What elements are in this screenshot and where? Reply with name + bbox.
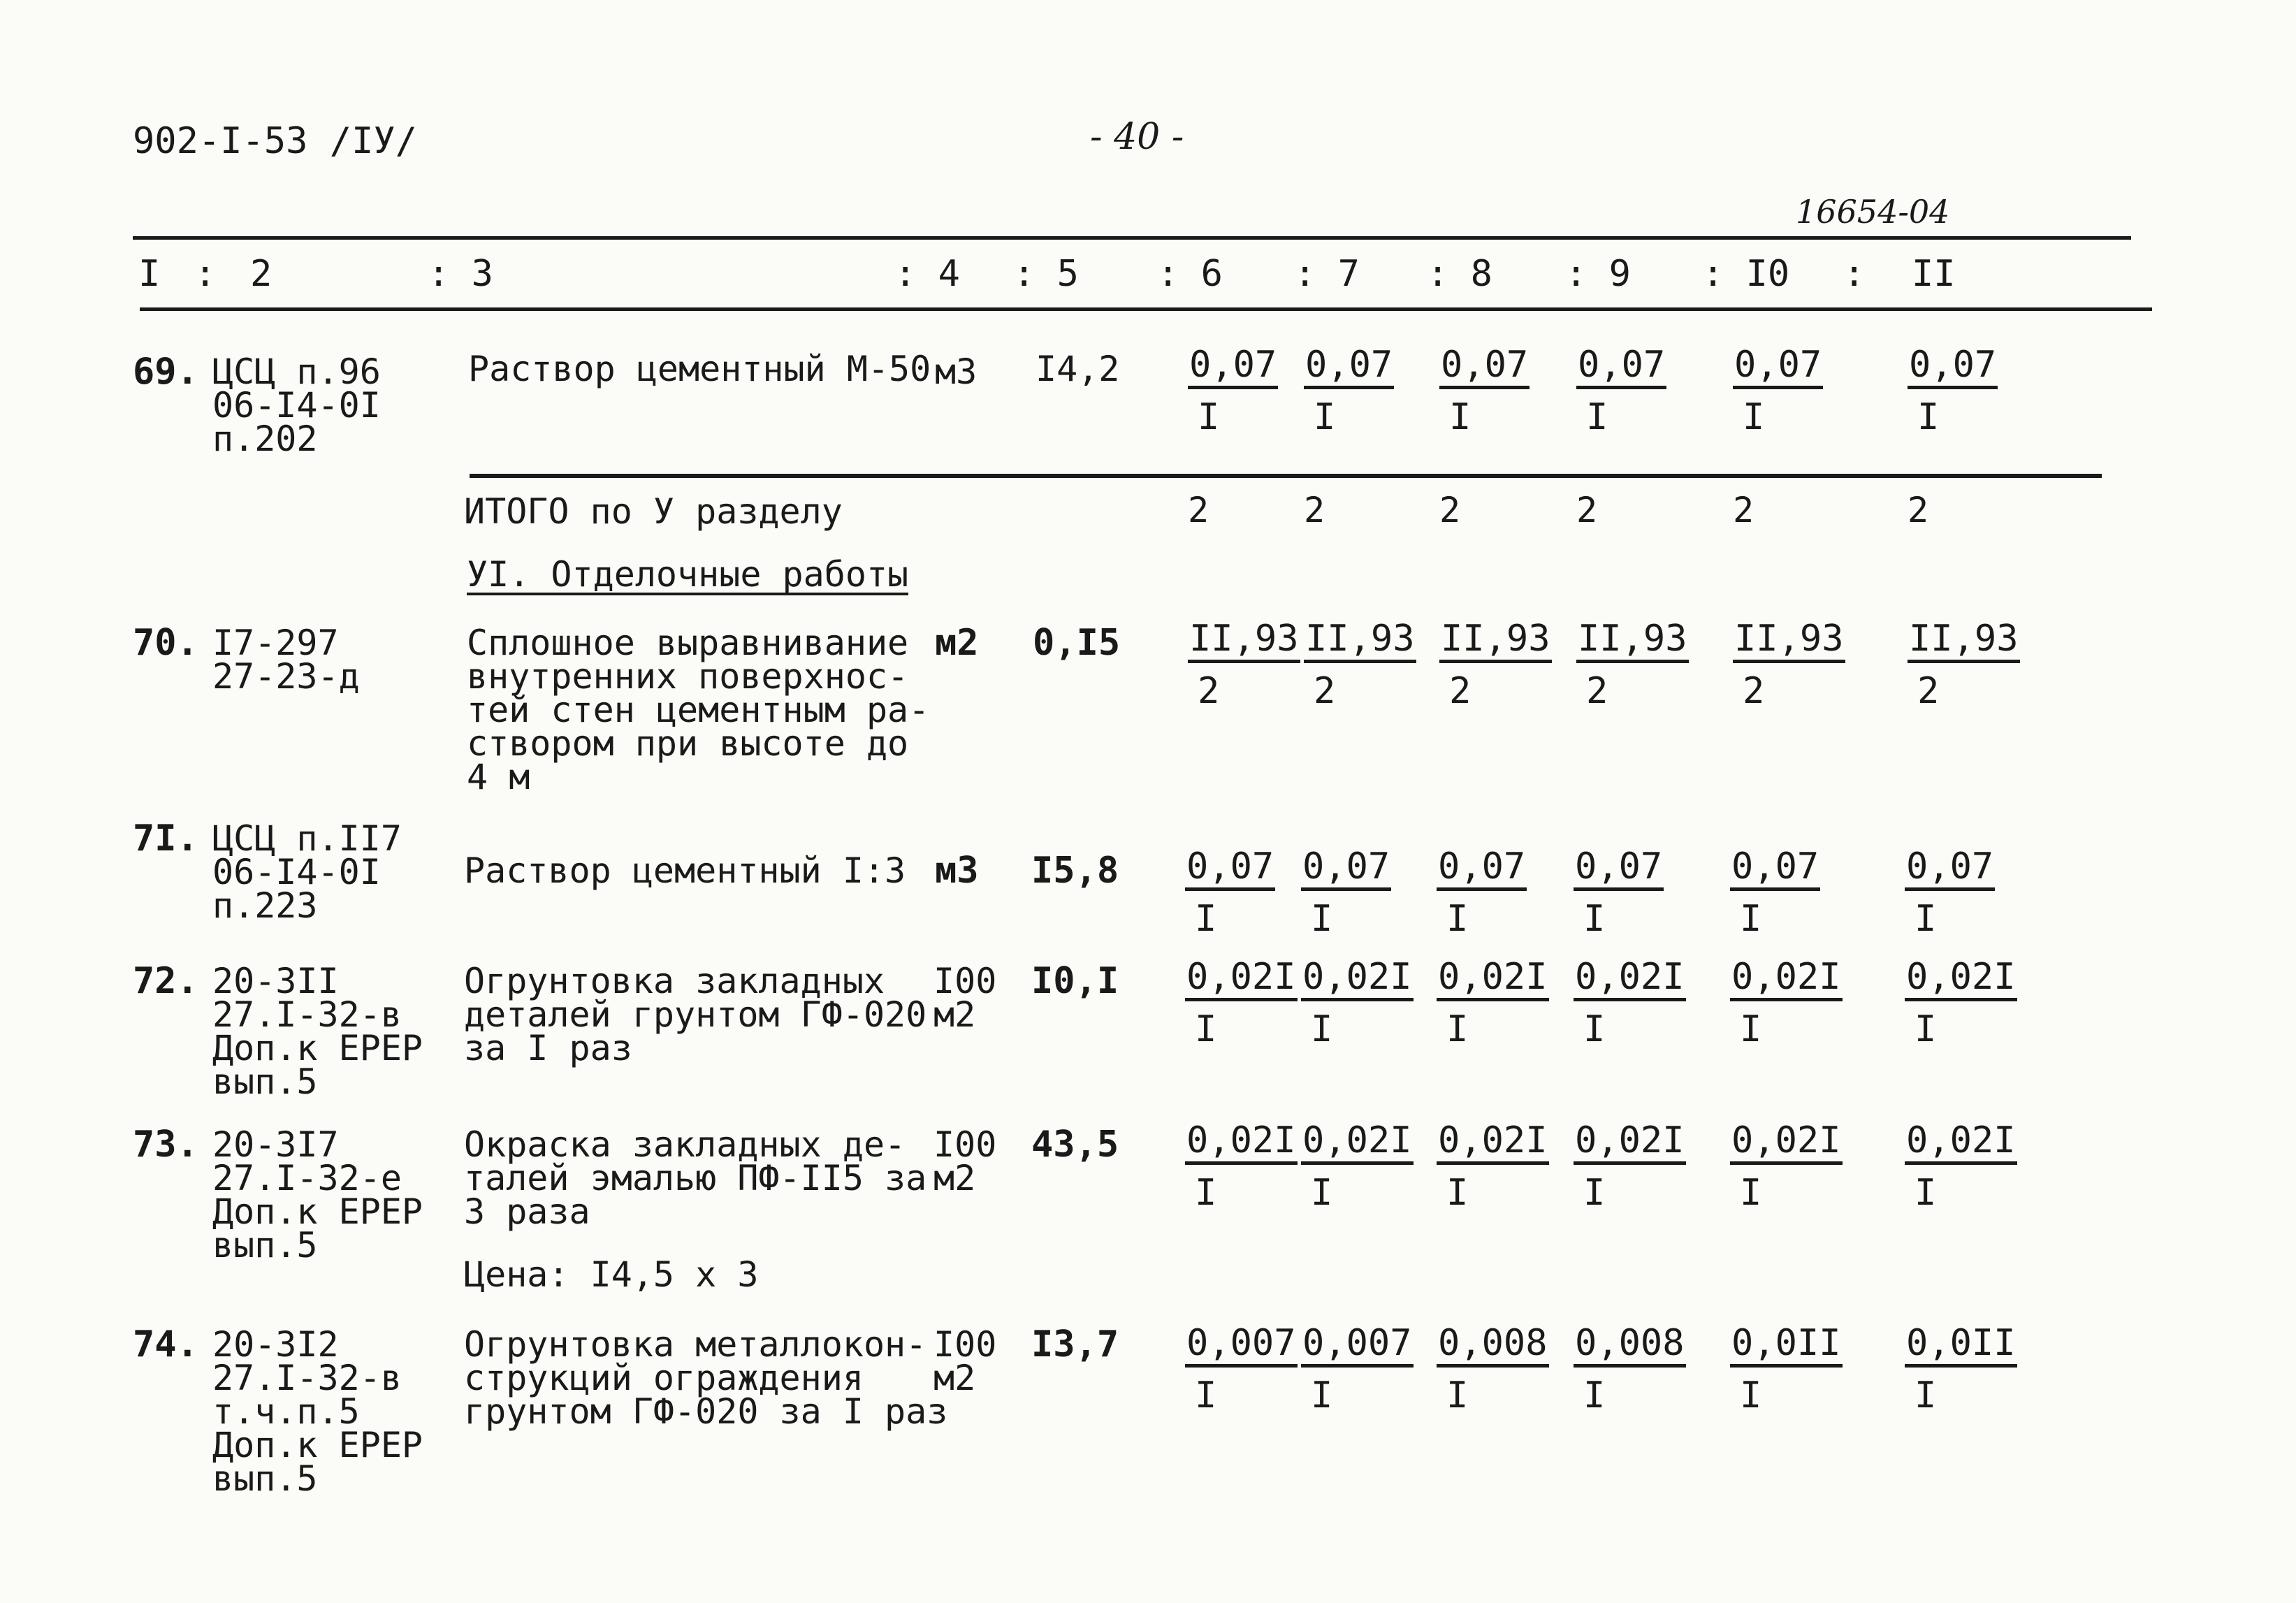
row-reference: 20-3I2 27.I-32-в т.ч.п.5 Доп.к ЕРЕР вып.5 (212, 1324, 423, 1499)
header-top-rule (133, 236, 2131, 240)
value-cell: $\frac{0,07}{I}$ (1441, 344, 1529, 438)
row-number: 7I. (133, 818, 198, 859)
row-number: 74. (133, 1323, 198, 1365)
page-number: - 40 - (1090, 116, 1184, 158)
col-8-header: : 8 (1427, 253, 1492, 295)
section-title: УI. Отделочные работы (467, 554, 909, 595)
total-value: 2 (1576, 490, 1598, 530)
value-cell: $\frac{0,02I}{I}$ (1731, 1119, 1841, 1214)
row-price: I3,7 (1031, 1323, 1119, 1365)
row-unit: I00 м2 (933, 1324, 997, 1398)
value-cell: $\frac{0,02I}{I}$ (1302, 1119, 1412, 1214)
row-price: I4,2 (1036, 349, 1120, 389)
value-cell: $\frac{0,02I}{I}$ (1438, 1119, 1548, 1214)
value-cell: $\frac{0,02I}{I}$ (1575, 1119, 1685, 1214)
value-cell: $\frac{0,07}{I}$ (1575, 846, 1663, 940)
value-cell: $\frac{0,02I}{I}$ (1575, 956, 1685, 1050)
value-cell: $\frac{0,02I}{I}$ (1906, 956, 2016, 1050)
row-unit: м2 (935, 622, 979, 664)
value-cell: $\frac{0,02I}{I}$ (1186, 956, 1296, 1050)
col-9-header: : 9 (1565, 253, 1631, 295)
row-number: 72. (133, 960, 198, 1002)
value-cell: $\frac{0,02I}{I}$ (1906, 1119, 2016, 1214)
value-cell: $\frac{II,93}{2}$ (1734, 618, 1844, 712)
row-description: Раствор цементный I:3 (464, 850, 906, 891)
value-cell: $\frac{0,0II}{I}$ (1906, 1322, 2016, 1416)
total-value: 2 (1304, 490, 1325, 530)
row-number: 70. (133, 622, 198, 664)
row-price: I5,8 (1031, 850, 1119, 892)
col-7-header: : 7 (1294, 253, 1360, 295)
value-cell: $\frac{0,07}{I}$ (1189, 344, 1277, 438)
value-cell: $\frac{II,93}{2}$ (1189, 618, 1299, 712)
header-bottom-rule (140, 307, 2152, 311)
value-cell: $\frac{0,02I}{I}$ (1731, 956, 1841, 1050)
total-value: 2 (1733, 490, 1754, 530)
row-unit: I00 м2 (933, 961, 997, 1035)
row-description: Раствор цементный М-50 (468, 349, 931, 389)
col-sep: : (1843, 253, 1866, 295)
row-reference: ЦСЦ п.II7 06-I4-0I п.223 (212, 818, 402, 926)
row-description: Огрунтовка закладных деталей грунтом ГФ-020 за I раз (464, 961, 927, 1068)
row-description: Окраска закладных де- талей эмалью ПФ-II5 за 3 раза (464, 1124, 927, 1232)
total-label: ИТОГО по У разделу (464, 491, 843, 532)
total-rule (470, 474, 2102, 478)
value-cell: $\frac{0,007}{I}$ (1302, 1322, 1412, 1416)
row-number: 69. (133, 351, 198, 393)
row-reference: 20-3I7 27.I-32-е Доп.к ЕРЕР вып.5 (212, 1124, 423, 1265)
value-cell: $\frac{0,0II}{I}$ (1731, 1322, 1841, 1416)
row-price: 43,5 (1031, 1124, 1119, 1166)
value-cell: $\frac{0,07}{I}$ (1909, 344, 1997, 438)
value-cell: $\frac{0,02I}{I}$ (1302, 956, 1412, 1050)
value-cell: $\frac{0,07}{I}$ (1734, 344, 1822, 438)
value-cell: $\frac{0,07}{I}$ (1438, 846, 1526, 940)
row-price: I0,I (1031, 960, 1119, 1002)
value-cell: $\frac{II,93}{2}$ (1305, 618, 1415, 712)
row-unit: I00 м2 (933, 1124, 997, 1198)
value-cell: $\frac{0,07}{I}$ (1906, 846, 1994, 940)
col-2-header: 2 (250, 253, 273, 295)
value-cell: $\frac{II,93}{2}$ (1441, 618, 1550, 712)
value-cell: $\frac{0,02I}{I}$ (1186, 1119, 1296, 1214)
price-note: Цена: I4,5 х 3 (464, 1254, 759, 1295)
sheet-code: 16654-04 (1796, 193, 1950, 231)
row-reference: ЦСЦ п.96 06-I4-0I п.202 (212, 351, 381, 459)
total-value: 2 (1188, 490, 1209, 530)
value-cell: $\frac{0,007}{I}$ (1186, 1322, 1296, 1416)
col-1-header: I (138, 253, 161, 295)
col-4-header: : 4 (894, 253, 960, 295)
value-cell: $\frac{0,008}{I}$ (1575, 1322, 1685, 1416)
col-11-header: II (1912, 253, 1956, 295)
value-cell: $\frac{0,07}{I}$ (1731, 846, 1819, 940)
col-5-header: : 5 (1013, 253, 1079, 295)
col-6-header: : 6 (1157, 253, 1223, 295)
row-reference: 20-3II 27.I-32-в Доп.к ЕРЕР вып.5 (212, 961, 423, 1102)
total-value: 2 (1908, 490, 1929, 530)
value-cell: $\frac{II,93}{2}$ (1578, 618, 1687, 712)
row-reference: I7-297 27-23-д (212, 623, 360, 697)
total-value: 2 (1439, 490, 1461, 530)
col-sep: : (194, 253, 217, 295)
value-cell: $\frac{0,02I}{I}$ (1438, 956, 1548, 1050)
row-description: Сплошное выравнивание внутренних поверхнос- тей стен цементным ра- створом при высоте до 4 м (467, 623, 930, 797)
col-3-header: : 3 (428, 253, 493, 295)
row-unit: м3 (935, 850, 979, 892)
value-cell: $\frac{0,07}{I}$ (1186, 846, 1274, 940)
value-cell: $\frac{0,07}{I}$ (1578, 344, 1666, 438)
value-cell: $\frac{0,07}{I}$ (1302, 846, 1390, 940)
value-cell: $\frac{II,93}{2}$ (1909, 618, 2019, 712)
row-number: 73. (133, 1124, 198, 1166)
document-code: 902-I-53 /IУ/ (133, 120, 417, 162)
row-unit: м3 (935, 351, 978, 392)
value-cell: $\frac{0,008}{I}$ (1438, 1322, 1548, 1416)
value-cell: $\frac{0,07}{I}$ (1305, 344, 1393, 438)
row-price: 0,I5 (1033, 622, 1121, 664)
col-10-header: : I0 (1702, 253, 1790, 295)
row-description: Огрунтовка металлокон- струкций ограждения грунтом ГФ-020 за I раз (464, 1324, 948, 1432)
